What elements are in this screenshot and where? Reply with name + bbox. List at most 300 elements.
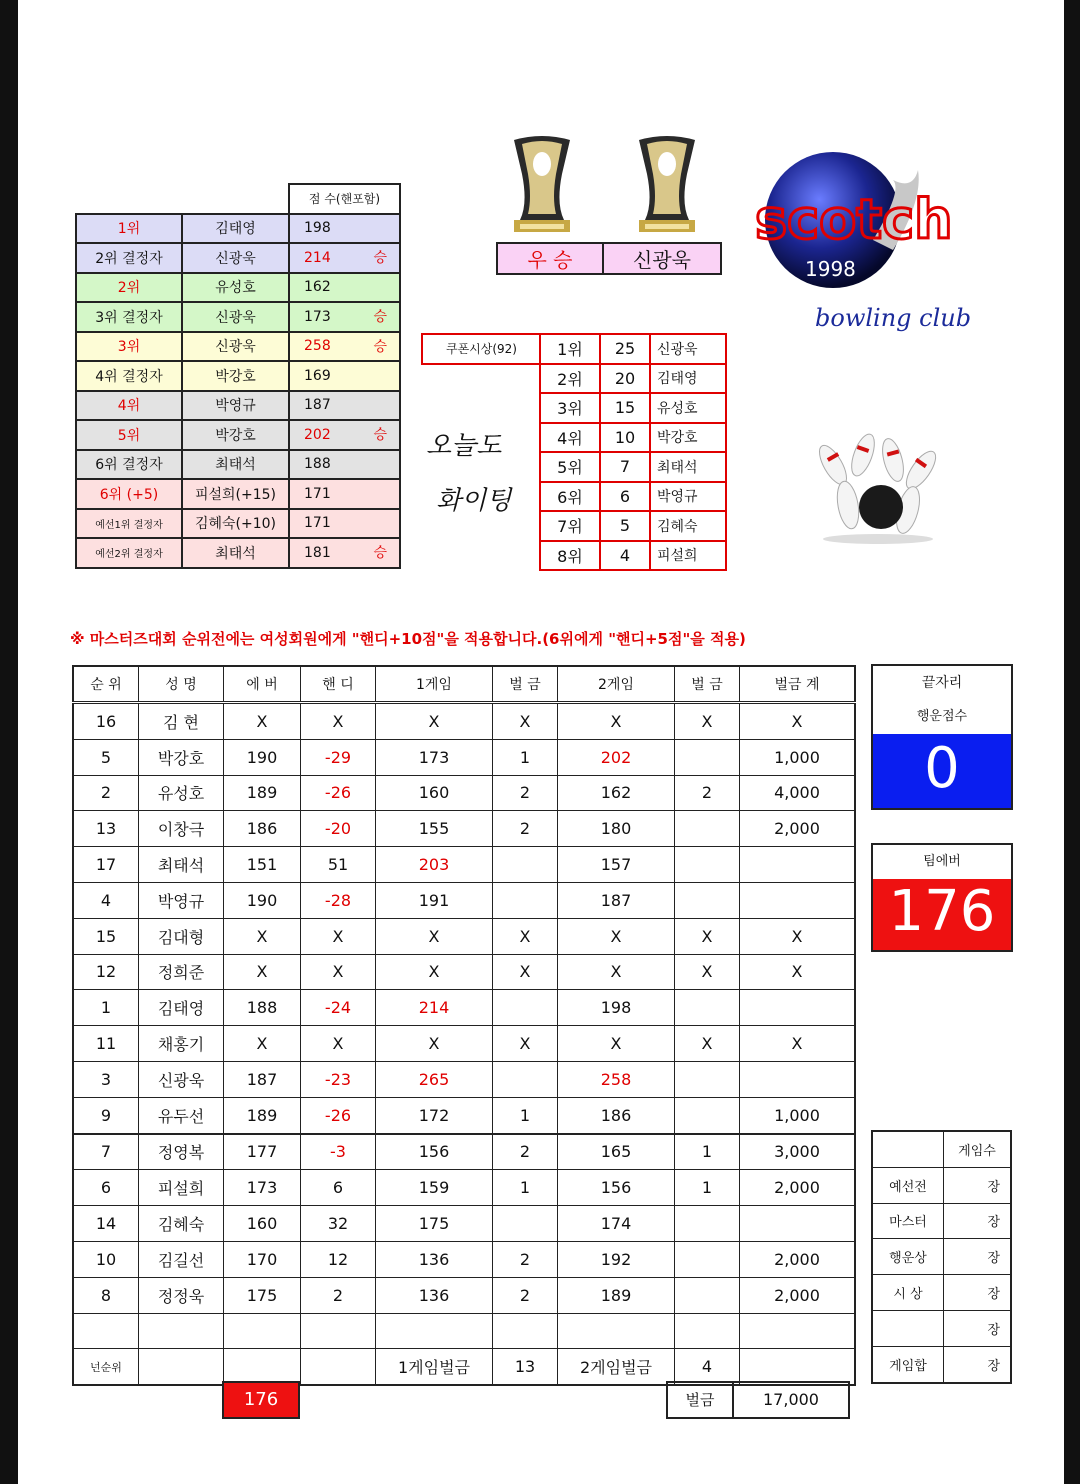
ranking-score-cell <box>289 332 400 362</box>
score-table <box>72 665 856 1386</box>
lucky-label2: 행운점수 <box>916 709 968 724</box>
logo-year: 1998 <box>805 257 856 281</box>
table-cell: 5 <box>73 739 139 775</box>
table-cell: 유성호 <box>139 775 224 811</box>
win-mark: 승 <box>373 309 387 325</box>
coupon-row <box>540 334 726 364</box>
ranking-score: 171 <box>304 485 331 502</box>
table-row <box>73 882 855 918</box>
table-cell: 1,000 <box>740 739 856 775</box>
table-cell: 170 <box>224 1241 301 1277</box>
bowling-pins-image <box>813 425 943 545</box>
table-cell: 157 <box>558 847 675 883</box>
table-cell: 채홍기 <box>139 1026 224 1062</box>
trophy-icon <box>514 136 570 232</box>
table-cell: 2 <box>301 1277 376 1313</box>
table-cell: X <box>558 1026 675 1062</box>
ranking-name: 박영규 <box>182 391 289 421</box>
table-cell: -20 <box>301 811 376 847</box>
table-cell: 2 <box>675 775 740 811</box>
ranking-score-cell <box>289 479 400 509</box>
table-cell: 15 <box>73 918 139 954</box>
table-cell: 3,000 <box>740 1134 856 1170</box>
coupon-row <box>540 423 726 453</box>
table-row <box>73 1061 855 1097</box>
coupon-name: 유성호 <box>650 393 726 423</box>
coupon-points: 7 <box>600 452 650 482</box>
table-row <box>73 1134 855 1170</box>
coupon-name: 박강호 <box>650 423 726 453</box>
table-cell: 김대형 <box>139 918 224 954</box>
coupon-rank: 4위 <box>540 423 600 453</box>
games-unit: 장 <box>944 1275 1012 1311</box>
table-cell: X <box>376 703 493 740</box>
coupon-name: 최태석 <box>650 452 726 482</box>
lucky-label1: 끝자리 <box>921 675 963 691</box>
table-cell <box>675 1241 740 1277</box>
games-unit: 장 <box>944 1167 1012 1203</box>
table-cell <box>73 1313 139 1349</box>
table-cell: 160 <box>224 1206 301 1242</box>
table-cell: 1 <box>675 1134 740 1170</box>
coupon-table <box>539 333 727 571</box>
ranking-score: 181 <box>304 544 331 561</box>
ranking-row <box>76 273 400 303</box>
ranking-rank: 5위 <box>76 420 182 450</box>
ranking-row <box>76 361 400 391</box>
table-cell: 190 <box>224 739 301 775</box>
table-cell: 유두선 <box>139 1097 224 1133</box>
calligraphy-line2: 화이팅 <box>436 486 512 516</box>
table-row <box>73 1097 855 1133</box>
table-cell: -24 <box>301 990 376 1026</box>
ranking-score: 171 <box>304 515 331 532</box>
games-unit: 장 <box>944 1239 1012 1275</box>
ranking-name: 최태석 <box>182 538 289 568</box>
table-cell: 192 <box>558 1241 675 1277</box>
table-cell: 6 <box>301 1170 376 1206</box>
table-cell: 1 <box>675 1170 740 1206</box>
ranking-score: 173 <box>304 308 331 325</box>
ranking-score-cell <box>289 361 400 391</box>
ranking-rank: 3위 결정자 <box>76 302 182 332</box>
ranking-score-cell <box>289 450 400 480</box>
ranking-rank: 예선2위 결정자 <box>76 538 182 568</box>
ranking-score: 187 <box>304 397 331 414</box>
table-cell: X <box>224 1026 301 1062</box>
coupon-points: 25 <box>600 334 650 364</box>
column-header: 핸 디 <box>301 666 376 703</box>
coupon-points: 10 <box>600 423 650 453</box>
table-cell: 2 <box>493 811 558 847</box>
header-row <box>73 666 855 703</box>
table-cell: X <box>558 918 675 954</box>
table-cell: 165 <box>558 1134 675 1170</box>
ranking-name: 신광욱 <box>182 332 289 362</box>
table-cell: 김태영 <box>139 990 224 1026</box>
ranking-rank: 예선1위 결정자 <box>76 509 182 539</box>
table-cell: 177 <box>224 1134 301 1170</box>
table-cell <box>740 1313 856 1349</box>
table-cell: -23 <box>301 1061 376 1097</box>
games-unit: 장 <box>944 1346 1012 1382</box>
table-cell <box>493 990 558 1026</box>
ranking-score-cell <box>289 214 400 244</box>
table-cell: X <box>376 1026 493 1062</box>
table-row <box>73 775 855 811</box>
games-row <box>872 1275 1011 1311</box>
ranking-rank: 4위 결정자 <box>76 361 182 391</box>
ranking-row <box>76 391 400 421</box>
ranking-name: 박강호 <box>182 420 289 450</box>
table-cell: 2,000 <box>740 1277 856 1313</box>
table-cell <box>740 882 856 918</box>
table-row <box>73 918 855 954</box>
table-cell: X <box>675 703 740 740</box>
games-table <box>871 1130 1012 1384</box>
table-cell: 4 <box>73 882 139 918</box>
lucky-value: 0 <box>873 734 1011 808</box>
column-header: 벌 금 <box>675 666 740 703</box>
score-header: 점 수(핸포함) <box>289 184 400 214</box>
ranking-score: 162 <box>304 279 331 296</box>
table-row <box>73 1026 855 1062</box>
table-cell: X <box>224 918 301 954</box>
column-header: 성 명 <box>139 666 224 703</box>
table-cell: 155 <box>376 811 493 847</box>
table-cell: 16 <box>73 703 139 740</box>
ranking-table <box>75 183 401 569</box>
table-cell: -28 <box>301 882 376 918</box>
ranking-score: 258 <box>304 338 331 355</box>
table-cell: 258 <box>558 1061 675 1097</box>
win-mark: 승 <box>373 250 387 266</box>
table-cell: X <box>493 954 558 990</box>
ranking-score: 202 <box>304 426 331 443</box>
table-cell <box>675 990 740 1026</box>
ranking-name: 최태석 <box>182 450 289 480</box>
table-cell: 이창극 <box>139 811 224 847</box>
table-row <box>73 990 855 1026</box>
ranking-name: 김혜숙(+10) <box>182 509 289 539</box>
table-cell: 김길선 <box>139 1241 224 1277</box>
ranking-rank: 1위 <box>76 214 182 244</box>
table-cell: 191 <box>376 882 493 918</box>
table-cell: 1 <box>493 1097 558 1133</box>
ranking-rank: 2위 <box>76 273 182 303</box>
table-cell <box>675 1097 740 1133</box>
coupon-row <box>540 541 726 571</box>
table-cell <box>493 1206 558 1242</box>
ranking-score-cell <box>289 273 400 303</box>
table-cell: 136 <box>376 1277 493 1313</box>
table-row <box>73 954 855 990</box>
game2-fine-label: 2게임벌금 <box>558 1349 675 1385</box>
table-cell: X <box>740 1026 856 1062</box>
table-cell: 12 <box>73 954 139 990</box>
table-cell: 1 <box>493 1170 558 1206</box>
coupon-rank: 7위 <box>540 511 600 541</box>
table-row <box>73 811 855 847</box>
table-cell: 156 <box>376 1134 493 1170</box>
column-header: 2게임 <box>558 666 675 703</box>
table-cell <box>675 1206 740 1242</box>
table-cell: -29 <box>301 739 376 775</box>
win-mark: 승 <box>373 427 387 443</box>
champion-label: 우 승 <box>497 243 603 274</box>
table-cell: 김 현 <box>139 703 224 740</box>
table-cell: 2 <box>493 1241 558 1277</box>
ranking-name: 신광욱 <box>182 243 289 273</box>
table-cell: 11 <box>73 1026 139 1062</box>
table-cell: 180 <box>558 811 675 847</box>
table-cell: 1 <box>73 990 139 1026</box>
table-cell: X <box>224 954 301 990</box>
table-cell: X <box>558 954 675 990</box>
coupon-rank: 8위 <box>540 541 600 571</box>
table-row <box>73 739 855 775</box>
table-cell: 156 <box>558 1170 675 1206</box>
ranking-row <box>76 243 400 273</box>
coupon-points: 15 <box>600 393 650 423</box>
table-row <box>73 1206 855 1242</box>
table-cell: 160 <box>376 775 493 811</box>
column-header: 벌금 계 <box>740 666 856 703</box>
table-cell: 14 <box>73 1206 139 1242</box>
ranking-score-cell <box>289 243 400 273</box>
table-cell <box>675 739 740 775</box>
table-row <box>73 1313 855 1349</box>
table-cell <box>675 847 740 883</box>
coupon-rank: 3위 <box>540 393 600 423</box>
trophy-icons <box>506 134 706 238</box>
table-cell: X <box>675 918 740 954</box>
footer-row <box>73 1349 855 1385</box>
table-cell: 189 <box>558 1277 675 1313</box>
coupon-rank: 6위 <box>540 482 600 512</box>
fine-total-value: 17,000 <box>732 1381 850 1419</box>
coupon-name: 피설희 <box>650 541 726 571</box>
table-cell: 175 <box>224 1277 301 1313</box>
table-cell <box>740 1206 856 1242</box>
next-rank-label: 넌순위 <box>73 1349 139 1385</box>
table-cell: X <box>301 954 376 990</box>
table-cell: 136 <box>376 1241 493 1277</box>
table-cell <box>376 1313 493 1349</box>
table-cell: 173 <box>376 739 493 775</box>
ranking-score: 169 <box>304 367 331 384</box>
table-cell: 187 <box>558 882 675 918</box>
table-cell: -26 <box>301 1097 376 1133</box>
fine-total-label: 벌금 <box>666 1381 734 1419</box>
games-unit: 장 <box>944 1310 1012 1346</box>
coupon-name: 김혜숙 <box>650 511 726 541</box>
table-cell: 2 <box>493 1277 558 1313</box>
lucky-score-box <box>871 664 1013 810</box>
table-row <box>73 1170 855 1206</box>
table-cell: 정영복 <box>139 1134 224 1170</box>
coupon-name: 박영규 <box>650 482 726 512</box>
table-cell: 신광욱 <box>139 1061 224 1097</box>
games-row <box>872 1203 1011 1239</box>
table-cell: 17 <box>73 847 139 883</box>
table-cell: 정희준 <box>139 954 224 990</box>
ranking-name: 피설희(+15) <box>182 479 289 509</box>
coupon-rank: 2위 <box>540 364 600 394</box>
coupon-row <box>540 393 726 423</box>
champion-name: 신광욱 <box>603 243 721 274</box>
table-cell: X <box>224 703 301 740</box>
table-cell: 최태석 <box>139 847 224 883</box>
table-cell <box>301 1313 376 1349</box>
table-cell <box>740 847 856 883</box>
table-cell: X <box>301 918 376 954</box>
table-cell: 188 <box>224 990 301 1026</box>
table-cell: 2,000 <box>740 811 856 847</box>
ranking-score-cell <box>289 509 400 539</box>
table-cell: 51 <box>301 847 376 883</box>
table-cell: 189 <box>224 1097 301 1133</box>
table-cell <box>740 1061 856 1097</box>
document-page <box>18 0 1064 1484</box>
table-cell: 202 <box>558 739 675 775</box>
calligraphy <box>416 425 536 535</box>
table-cell: 186 <box>224 811 301 847</box>
games-row <box>872 1167 1011 1203</box>
table-cell: 198 <box>558 990 675 1026</box>
coupon-points: 6 <box>600 482 650 512</box>
games-label: 예선전 <box>872 1167 944 1203</box>
table-cell: 189 <box>224 775 301 811</box>
table-cell: X <box>376 954 493 990</box>
ranking-row <box>76 538 400 568</box>
ranking-row <box>76 509 400 539</box>
table-cell: 2 <box>493 1134 558 1170</box>
table-row <box>73 847 855 883</box>
table-cell: X <box>740 954 856 990</box>
table-cell: 186 <box>558 1097 675 1133</box>
table-cell: 175 <box>376 1206 493 1242</box>
table-cell: -26 <box>301 775 376 811</box>
games-row <box>872 1239 1011 1275</box>
table-cell <box>224 1313 301 1349</box>
table-cell: X <box>675 954 740 990</box>
notice-text: ※ 마스터즈대회 순위전에는 여성회원에게 "핸디+10점"을 적용합니다.(6위에게 "핸디+5점"을 적용) <box>70 630 746 648</box>
ranking-score: 188 <box>304 456 331 473</box>
table-cell: 2,000 <box>740 1241 856 1277</box>
table-cell: 박영규 <box>139 882 224 918</box>
table-cell: 박강호 <box>139 739 224 775</box>
coupon-points: 20 <box>600 364 650 394</box>
coupon-points: 5 <box>600 511 650 541</box>
table-cell: 203 <box>376 847 493 883</box>
table-cell: 1,000 <box>740 1097 856 1133</box>
ranking-row <box>76 214 400 244</box>
table-cell: 4,000 <box>740 775 856 811</box>
table-cell: 9 <box>73 1097 139 1133</box>
win-mark: 승 <box>373 545 387 561</box>
table-cell: 7 <box>73 1134 139 1170</box>
table-cell: 174 <box>558 1206 675 1242</box>
ranking-rank: 3위 <box>76 332 182 362</box>
ranking-name: 김태영 <box>182 214 289 244</box>
coupon-row <box>540 364 726 394</box>
coupon-name: 신광욱 <box>650 334 726 364</box>
ranking-row <box>76 479 400 509</box>
table-cell: 2 <box>493 775 558 811</box>
table-row <box>73 703 855 740</box>
table-cell: X <box>493 703 558 740</box>
champion-table <box>496 242 722 275</box>
table-cell: 1 <box>493 739 558 775</box>
coupon-rank: 5위 <box>540 452 600 482</box>
logo-sub: bowling club <box>815 304 972 332</box>
ranking-row <box>76 302 400 332</box>
calligraphy-line1: 오늘도 <box>426 431 502 461</box>
column-header: 1게임 <box>376 666 493 703</box>
team-avg-label: 팀에버 <box>923 854 961 869</box>
games-label: 게임합 <box>872 1346 944 1382</box>
coupon-rank: 1위 <box>540 334 600 364</box>
logo-brand: scotch <box>755 188 953 251</box>
table-cell <box>139 1313 224 1349</box>
table-cell <box>675 1313 740 1349</box>
table-cell <box>493 1061 558 1097</box>
table-cell: -3 <box>301 1134 376 1170</box>
ranking-score: 214 <box>304 249 331 266</box>
games-header: 게임수 <box>944 1131 1012 1167</box>
table-cell: 187 <box>224 1061 301 1097</box>
table-cell: 214 <box>376 990 493 1026</box>
table-cell: 265 <box>376 1061 493 1097</box>
table-cell <box>493 1313 558 1349</box>
coupon-name: 김태영 <box>650 364 726 394</box>
ranking-rank: 2위 결정자 <box>76 243 182 273</box>
ranking-name: 유성호 <box>182 273 289 303</box>
coupon-points: 4 <box>600 541 650 571</box>
table-cell: 172 <box>376 1097 493 1133</box>
games-label <box>872 1310 944 1346</box>
ranking-rank: 4위 <box>76 391 182 421</box>
ranking-row <box>76 332 400 362</box>
table-cell: 151 <box>224 847 301 883</box>
table-row <box>73 1241 855 1277</box>
table-cell: 10 <box>73 1241 139 1277</box>
coupon-row <box>540 452 726 482</box>
table-cell <box>675 1277 740 1313</box>
table-cell: 162 <box>558 775 675 811</box>
game1-fine-label: 1게임벌금 <box>376 1349 493 1385</box>
ranking-row <box>76 420 400 450</box>
team-avg-box <box>871 843 1013 952</box>
game2-fine-value: 4 <box>675 1349 740 1385</box>
table-cell: 159 <box>376 1170 493 1206</box>
games-label: 시 상 <box>872 1275 944 1311</box>
table-cell: 김혜숙 <box>139 1206 224 1242</box>
table-row <box>73 1277 855 1313</box>
ranking-row <box>76 450 400 480</box>
table-cell: X <box>558 703 675 740</box>
ranking-score: 198 <box>304 220 331 237</box>
table-cell: 정정욱 <box>139 1277 224 1313</box>
table-cell <box>558 1313 675 1349</box>
table-cell: X <box>301 1026 376 1062</box>
column-header: 에 버 <box>224 666 301 703</box>
table-cell: X <box>740 703 856 740</box>
table-cell: 피설희 <box>139 1170 224 1206</box>
table-cell <box>675 882 740 918</box>
table-cell: 2,000 <box>740 1170 856 1206</box>
